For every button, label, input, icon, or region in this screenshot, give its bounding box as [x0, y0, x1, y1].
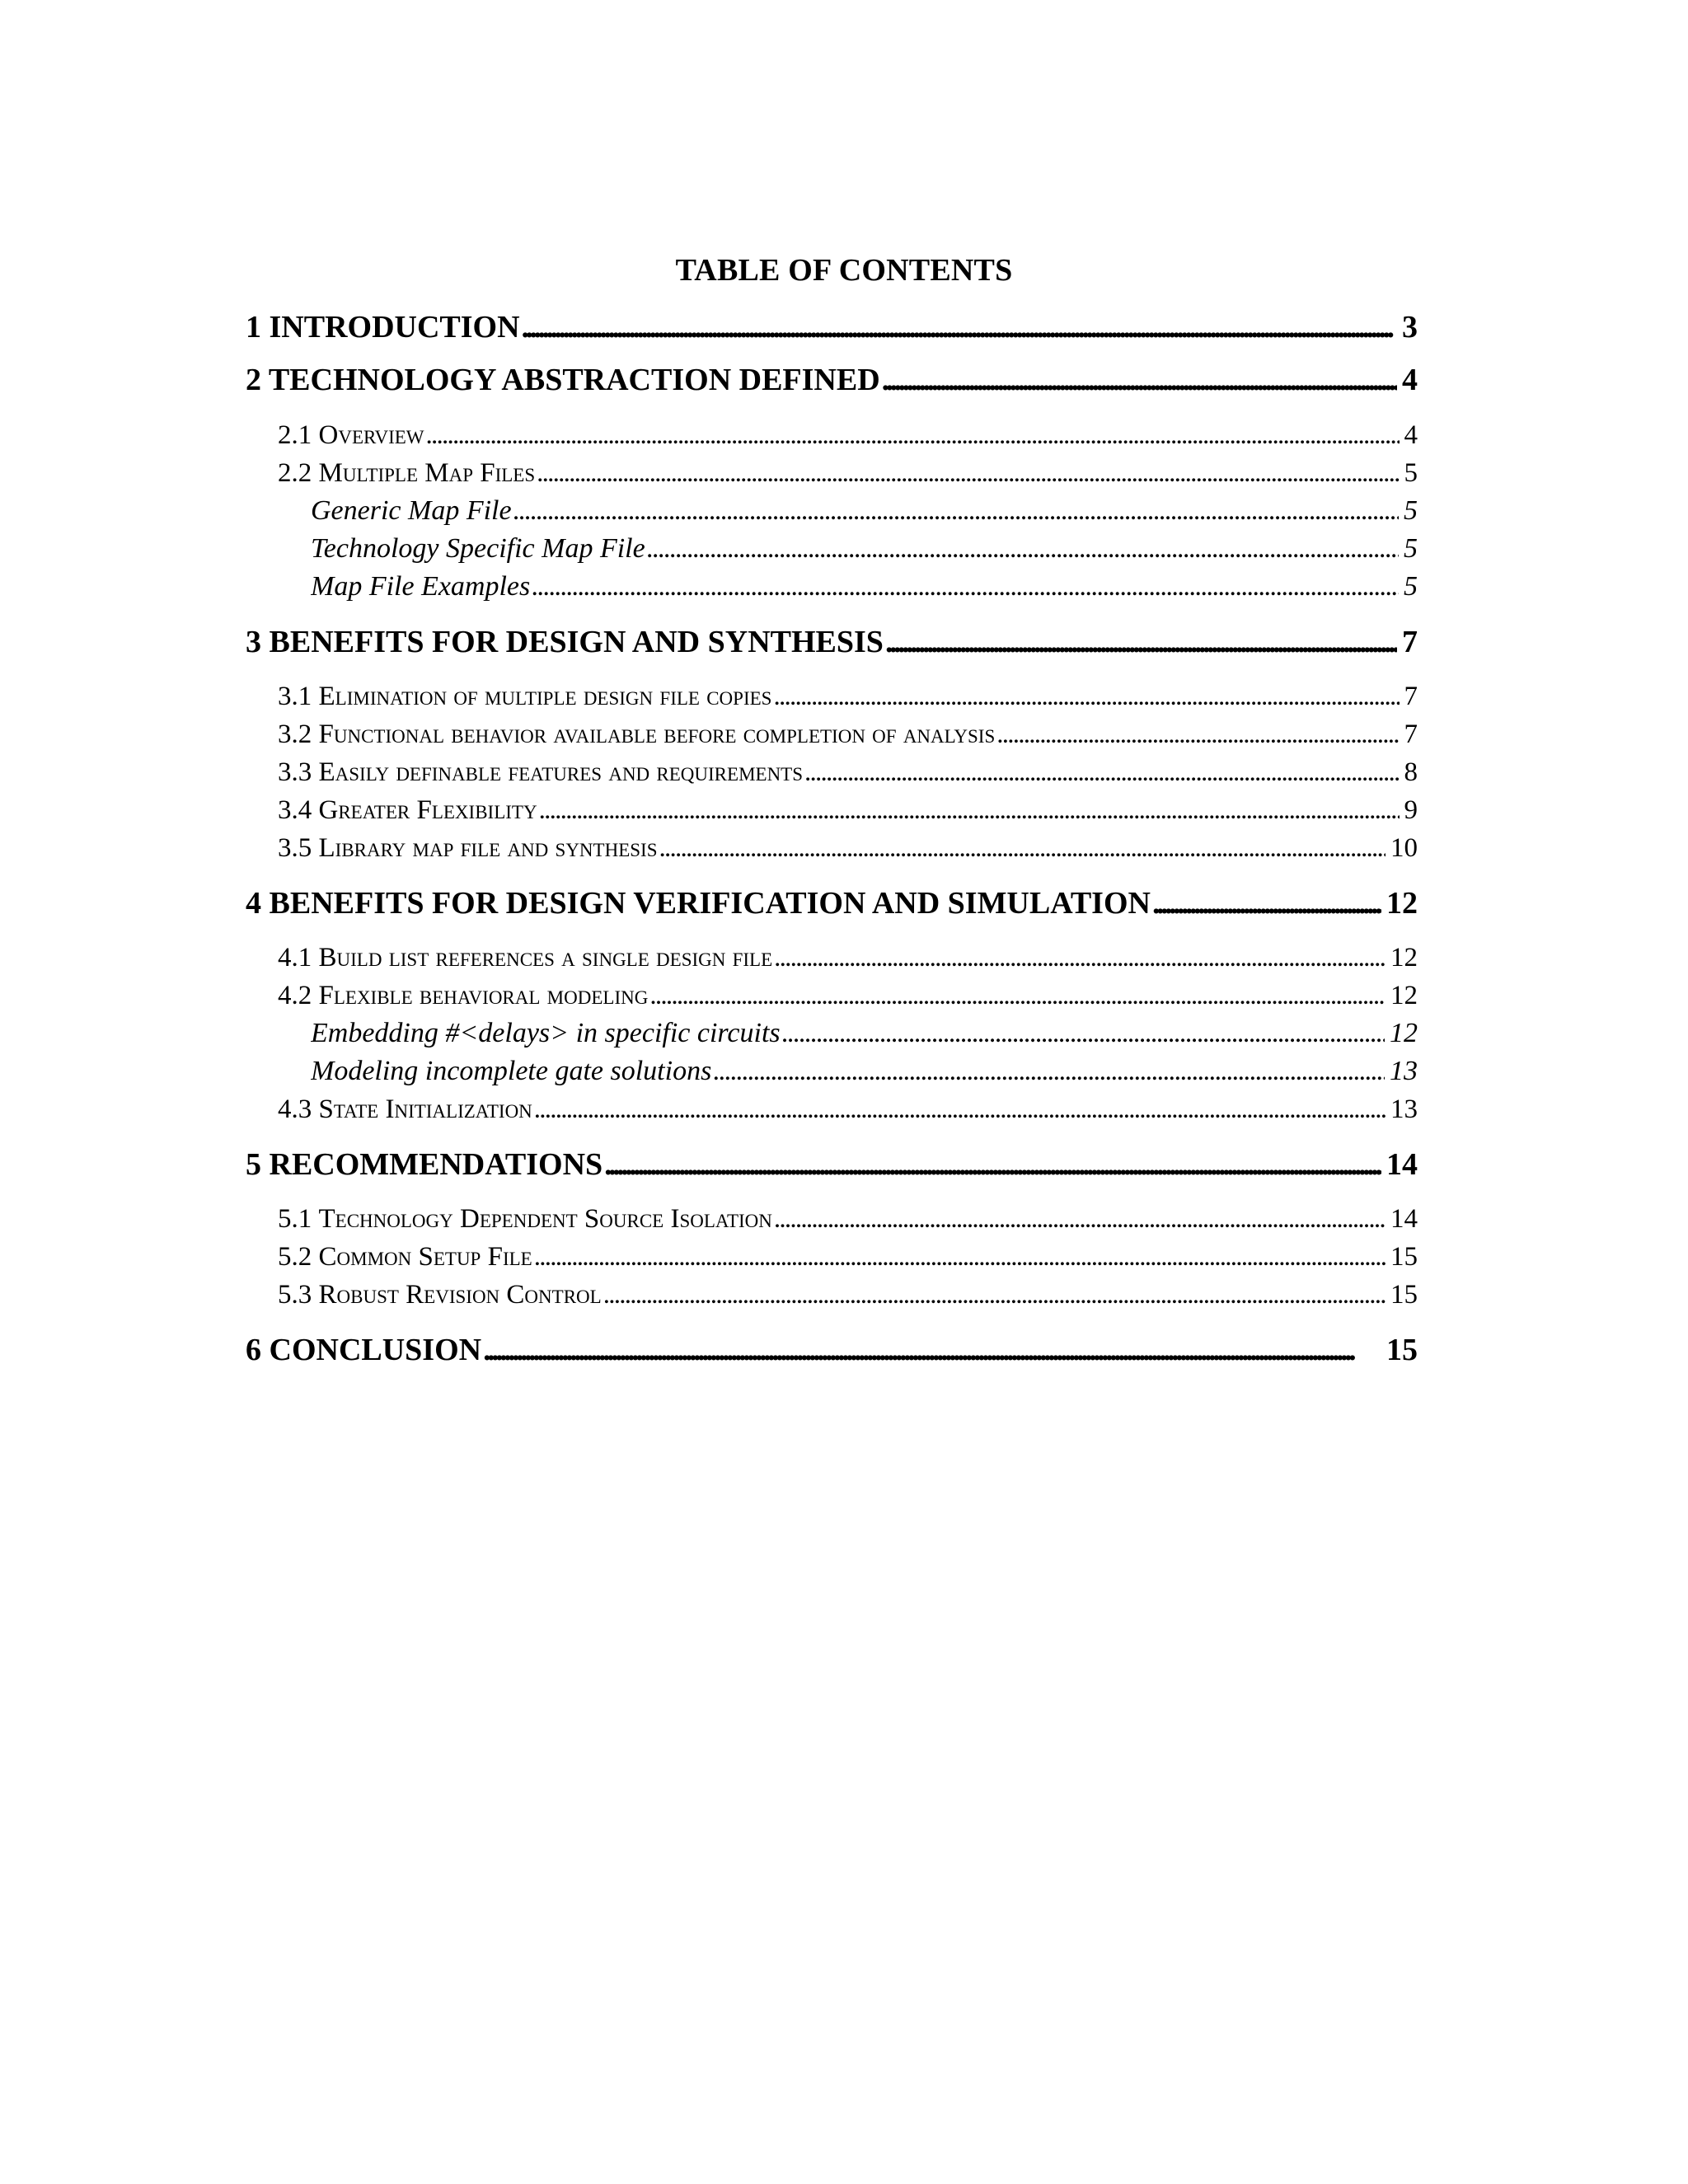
toc-entry-label: 3 BENEFITS FOR DESIGN AND SYNTHESIS [246, 625, 884, 659]
toc-entry-title: State Initialization [318, 1094, 532, 1124]
toc-entry-title: Multiple Map Files [318, 458, 536, 488]
toc-entry-label [278, 456, 535, 490]
toc-entry-page: 14 [1386, 1147, 1418, 1182]
toc-entry-conclusion[interactable] [246, 1330, 1418, 1370]
toc-leader-dots [1152, 883, 1381, 923]
toc-entry-label [278, 679, 771, 714]
toc-entry-page: 12 [1386, 886, 1418, 921]
toc-entry-label [278, 940, 772, 975]
toc-entry-map-file-examples[interactable] [311, 569, 1418, 604]
toc-entry-title: Library map file and synthesis [318, 833, 658, 863]
toc-entry-number: 5.1 [278, 1204, 312, 1234]
toc-entry-label: 6 CONCLUSION [246, 1333, 482, 1367]
toc-entry-benefits-design-synthesis[interactable] [246, 622, 1418, 662]
toc-leader-dots [774, 940, 1386, 975]
toc-entry-page: 5 [1404, 495, 1418, 526]
toc-entry-label: 2 TECHNOLOGY ABSTRACTION DEFINED [246, 363, 880, 397]
toc-entry-page: 15 [1390, 1280, 1418, 1310]
toc-entry-page: 12 [1390, 981, 1418, 1010]
toc-entry-label: Modeling incomplete gate solutions [311, 1056, 712, 1086]
toc-entry-introduction[interactable] [246, 307, 1418, 347]
toc-entry-page: 10 [1390, 833, 1418, 863]
toc-entry-label: Generic Map File [311, 495, 512, 526]
toc-entry-label: 5 RECOMMENDATIONS [246, 1147, 603, 1182]
toc-entry-label: Embedding #<delays> in specific circuits [311, 1018, 781, 1048]
toc-entry-page: 7 [1402, 625, 1418, 659]
toc-entry-title: Flexible behavioral modeling [318, 981, 649, 1010]
toc-entry-page: 14 [1390, 1204, 1418, 1234]
toc-entry-page: 15 [1386, 1333, 1418, 1367]
toc-entry-modeling-incomplete-gates[interactable] [311, 1054, 1418, 1089]
toc-leader-dots [773, 679, 1399, 714]
toc-entry-label [278, 755, 803, 790]
toc-leader-dots [603, 1277, 1386, 1312]
toc-entry-elimination-design-copies[interactable] [278, 679, 1418, 714]
toc-entry-title: Greater Flexibility [318, 795, 537, 825]
toc-leader-dots [804, 755, 1399, 790]
toc-entry-label [278, 1240, 532, 1274]
toc-entry-label [278, 831, 657, 865]
toc-entry-page: 13 [1390, 1056, 1418, 1086]
toc-entry-page: 9 [1404, 795, 1418, 825]
toc-entry-page: 7 [1404, 682, 1418, 711]
toc-entry-page: 15 [1390, 1242, 1418, 1272]
toc-entry-number: 4.1 [278, 943, 312, 972]
toc-entry-number: 3.3 [278, 757, 312, 787]
toc-entry-title: Common Setup File [318, 1242, 532, 1272]
toc-entry-flexible-behavioral-modeling[interactable] [278, 978, 1418, 1013]
toc-leader-dots [659, 831, 1386, 865]
toc-leader-dots [996, 717, 1399, 752]
toc-entry-page: 12 [1390, 1018, 1418, 1048]
toc-leader-dots [713, 1054, 1385, 1089]
toc-entry-page: 5 [1404, 533, 1418, 564]
toc-entry-page: 5 [1404, 571, 1418, 602]
toc-entry-label [278, 418, 424, 452]
toc-leader-dots [483, 1330, 1381, 1370]
toc-entry-embedding-delays[interactable] [311, 1016, 1418, 1051]
toc-entry-page: 7 [1404, 719, 1418, 749]
toc-entry-label [278, 1092, 532, 1127]
toc-entry-page: 3 [1402, 310, 1418, 344]
toc-entry-definable-features[interactable] [278, 755, 1418, 790]
toc-entry-greater-flexibility[interactable] [278, 793, 1418, 827]
toc-entry-source-isolation[interactable] [278, 1202, 1418, 1236]
toc-leader-dots [532, 569, 1399, 604]
toc-entry-title: Elimination of multiple design file copies [318, 682, 772, 711]
toc-entry-number: 3.4 [278, 795, 312, 825]
toc-entry-title: Functional behavior available before completion of analysis [318, 719, 996, 749]
toc-entry-label: Map File Examples [311, 571, 531, 602]
toc-entry-library-map-file[interactable] [278, 831, 1418, 865]
toc-entry-label [278, 717, 995, 752]
toc-leader-dots [522, 307, 1397, 347]
toc-entry-number: 2.2 [278, 458, 312, 488]
toc-entry-page: 12 [1390, 943, 1418, 972]
toc-entry-technology-abstraction-defined[interactable] [246, 360, 1418, 400]
toc-leader-dots [426, 418, 1400, 452]
toc-entry-page: 8 [1404, 757, 1418, 787]
toc-leader-dots [647, 532, 1399, 566]
toc-leader-dots [782, 1016, 1385, 1051]
toc-entry-recommendations[interactable] [246, 1145, 1418, 1184]
toc-leader-dots [604, 1145, 1381, 1184]
toc-entry-label [278, 1202, 772, 1236]
toc-entry-benefits-verification-simulation[interactable] [246, 883, 1418, 923]
toc-entry-page: 5 [1404, 458, 1418, 488]
toc-entry-title: Technology Dependent Source Isolation [318, 1204, 772, 1234]
toc-entry-build-list[interactable] [278, 940, 1418, 975]
toc-entry-page: 4 [1404, 420, 1418, 450]
toc-entry-overview[interactable] [278, 418, 1418, 452]
toc-entry-title: Easily definable features and requirements [318, 757, 804, 787]
toc-leader-dots [539, 793, 1400, 827]
toc-leader-dots [534, 1092, 1386, 1127]
toc-entry-number: 4.2 [278, 981, 312, 1010]
toc-entry-title: Robust Revision Control [318, 1280, 602, 1310]
toc-entry-label: 1 INTRODUCTION [246, 310, 520, 344]
toc-entry-label: Technology Specific Map File [311, 533, 645, 564]
toc-entry-functional-behavior[interactable] [278, 717, 1418, 752]
toc-entry-page: 13 [1390, 1094, 1418, 1124]
toc-entry-multiple-map-files[interactable] [278, 456, 1418, 490]
toc-leader-dots [882, 360, 1397, 400]
toc-entry-title: Build list references a single design file [318, 943, 773, 972]
toc-entry-label [278, 978, 648, 1013]
toc-entry-number: 4.3 [278, 1094, 312, 1124]
toc-entry-number: 5.2 [278, 1242, 312, 1272]
toc-entry-number: 2.1 [278, 420, 312, 450]
toc-entry-title: Overview [318, 420, 424, 450]
toc-entry-robust-revision-control[interactable] [278, 1277, 1418, 1312]
toc-entry-label [278, 1277, 602, 1312]
toc-entry-page: 4 [1402, 363, 1418, 397]
toc-entry-label: 4 BENEFITS FOR DESIGN VERIFICATION AND SIMULATION [246, 886, 1151, 921]
toc-leader-dots [774, 1202, 1386, 1236]
toc-leader-dots [513, 494, 1399, 528]
toc-entry-label [278, 793, 537, 827]
toc-entry-number: 3.2 [278, 719, 312, 749]
toc-leader-dots [534, 1240, 1386, 1274]
toc-entry-technology-specific-map-file[interactable] [311, 532, 1418, 566]
toc-entry-common-setup-file[interactable] [278, 1240, 1418, 1274]
toc-entry-number: 5.3 [278, 1280, 312, 1310]
toc-entry-state-initialization[interactable] [278, 1092, 1418, 1127]
toc-entry-number: 3.5 [278, 833, 312, 863]
page-title: TABLE OF CONTENTS [675, 253, 1013, 288]
toc-leader-dots [649, 978, 1386, 1013]
toc-entry-number: 3.1 [278, 682, 312, 711]
toc-entry-generic-map-file[interactable] [311, 494, 1418, 528]
toc-leader-dots [885, 622, 1397, 662]
toc-leader-dots [537, 456, 1399, 490]
